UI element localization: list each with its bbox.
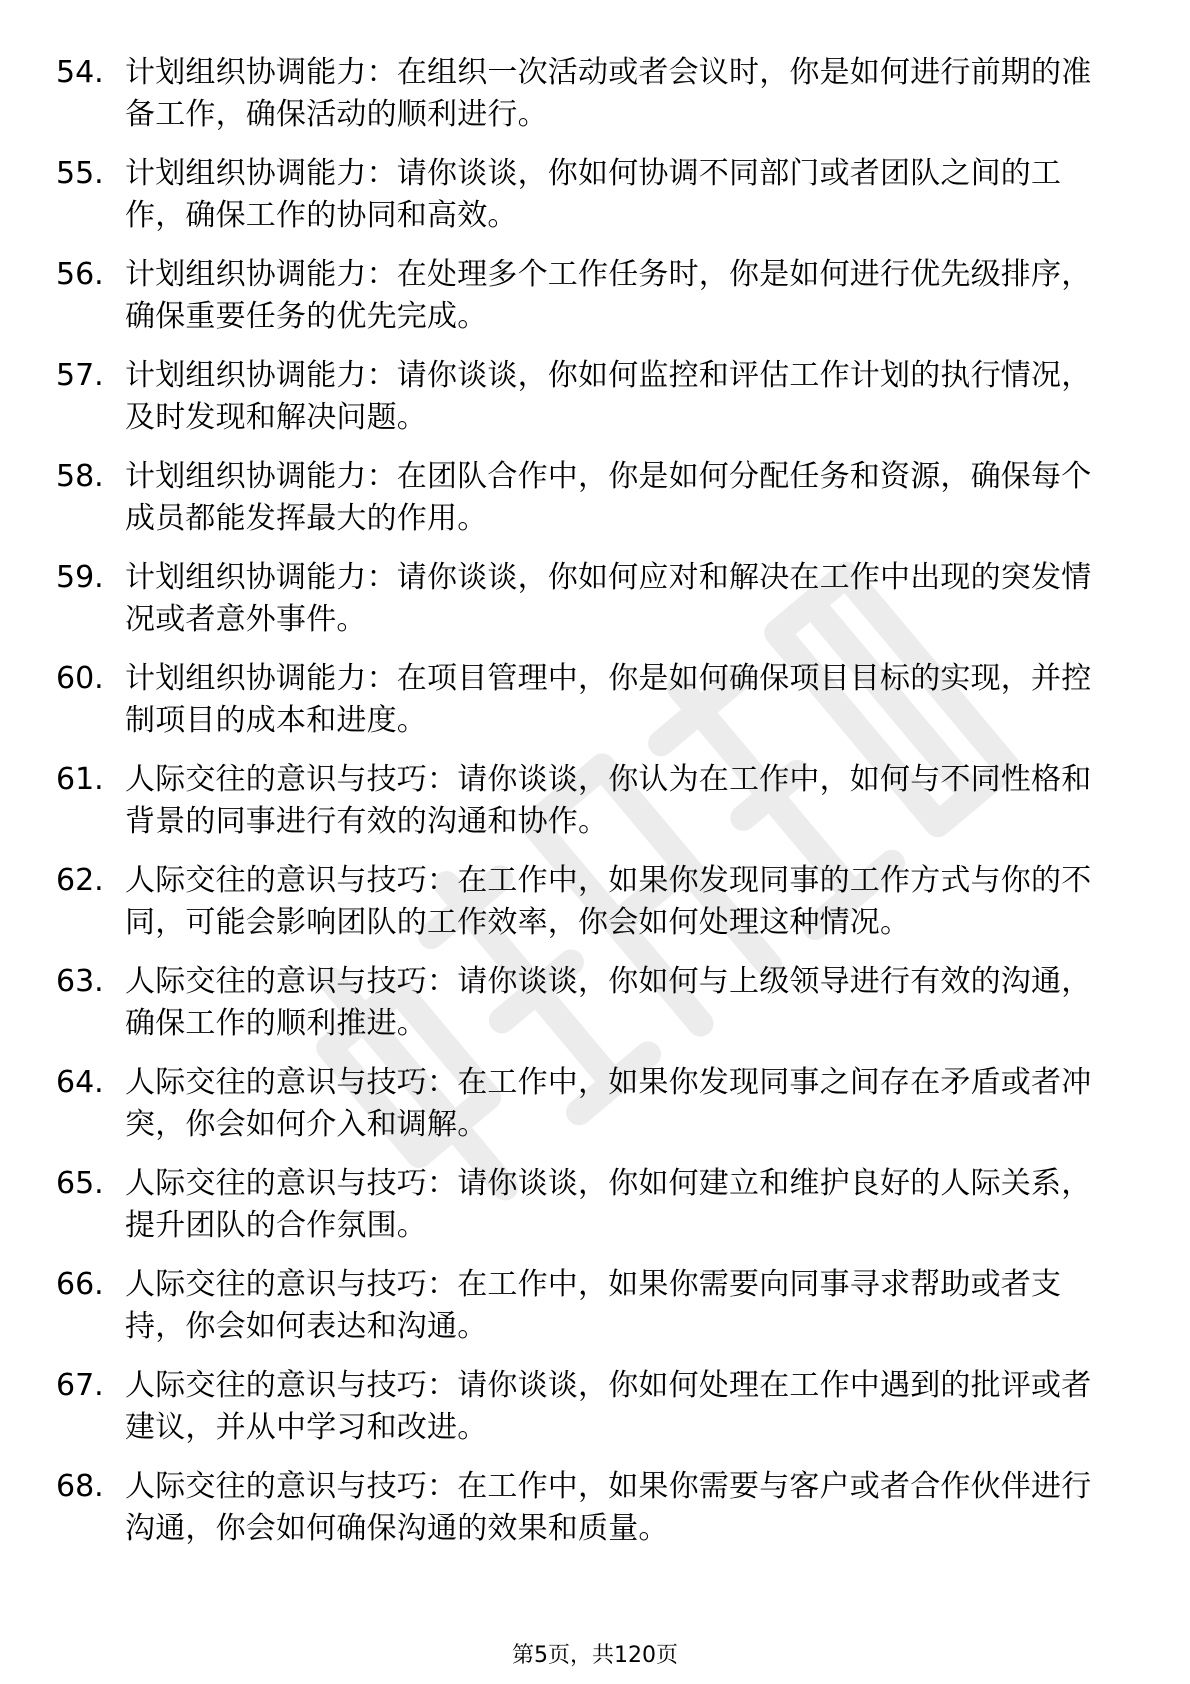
question-text: 人际交往的意识与技巧：在工作中，如果你发现同事之间存在矛盾或者冲突，你会如何介入和调解。 <box>125 1065 1092 1142</box>
question-number: 56. <box>56 257 104 292</box>
question-text: 人际交往的意识与技巧：请你谈谈，你如何建立和维护良好的人际关系，提升团队的合作氛围。 <box>125 1166 1092 1243</box>
list-item <box>56 1062 1116 1146</box>
question-number: 59. <box>56 560 104 595</box>
question-number: 66. <box>56 1267 104 1302</box>
question-text: 计划组织协调能力：在团队合作中，你是如何分配任务和资源，确保每个成员都能发挥最大的作用。 <box>125 459 1092 536</box>
question-number: 58. <box>56 459 104 494</box>
question-number: 68. <box>56 1469 104 1504</box>
question-list <box>56 52 1116 1567</box>
question-number: 62. <box>56 863 104 898</box>
question-text: 人际交往的意识与技巧：在工作中，如果你发现同事的工作方式与你的不同，可能会影响团队的工作效率，你会如何处理这种情况。 <box>125 863 1092 940</box>
list-item <box>56 1365 1116 1449</box>
list-item <box>56 52 1116 136</box>
list-item <box>56 658 1116 742</box>
question-number: 67. <box>56 1368 104 1403</box>
list-item <box>56 1466 1116 1550</box>
question-number: 63. <box>56 964 104 999</box>
question-number: 65. <box>56 1166 104 1201</box>
list-item <box>56 456 1116 540</box>
question-text: 人际交往的意识与技巧：请你谈谈，你如何处理在工作中遇到的批评或者建议，并从中学习和改进。 <box>125 1368 1092 1445</box>
list-item <box>56 254 1116 338</box>
list-item <box>56 860 1116 944</box>
question-text: 计划组织协调能力：请你谈谈，你如何监控和评估工作计划的执行情况，及时发现和解决问题。 <box>125 358 1092 435</box>
question-text: 计划组织协调能力：在处理多个工作任务时，你是如何进行优先级排序，确保重要任务的优先完成。 <box>125 257 1092 334</box>
question-number: 55. <box>56 156 104 191</box>
list-item <box>56 557 1116 641</box>
question-text: 人际交往的意识与技巧：在工作中，如果你需要与客户或者合作伙伴进行沟通，你会如何确保沟通的效果和质量。 <box>125 1469 1092 1546</box>
question-text: 计划组织协调能力：在组织一次活动或者会议时，你是如何进行前期的准备工作，确保活动的顺利进行。 <box>125 55 1092 132</box>
question-number: 64. <box>56 1065 104 1100</box>
question-text: 人际交往的意识与技巧：请你谈谈，你如何与上级领导进行有效的沟通，确保工作的顺利推进。 <box>125 964 1092 1041</box>
question-number: 60. <box>56 661 104 696</box>
page-footer <box>0 1641 1190 1671</box>
question-number: 61. <box>56 762 104 797</box>
list-item <box>56 961 1116 1045</box>
question-number: 54. <box>56 55 104 90</box>
list-item <box>56 1163 1116 1247</box>
question-text: 人际交往的意识与技巧：请你谈谈，你认为在工作中，如何与不同性格和背景的同事进行有效的沟通和协作。 <box>125 762 1092 839</box>
question-text: 计划组织协调能力：请你谈谈，你如何应对和解决在工作中出现的突发情况或者意外事件。 <box>125 560 1092 637</box>
list-item <box>56 759 1116 843</box>
list-item <box>56 355 1116 439</box>
page-number-label: 第5页，共120页 <box>512 1643 678 1668</box>
question-text: 计划组织协调能力：请你谈谈，你如何协调不同部门或者团队之间的工作，确保工作的协同和高效。 <box>125 156 1062 233</box>
question-text: 人际交往的意识与技巧：在工作中，如果你需要向同事寻求帮助或者支持，你会如何表达和沟通。 <box>125 1267 1062 1344</box>
question-text: 计划组织协调能力：在项目管理中，你是如何确保项目目标的实现，并控制项目的成本和进度。 <box>125 661 1092 738</box>
list-item <box>56 153 1116 237</box>
list-item <box>56 1264 1116 1348</box>
question-number: 57. <box>56 358 104 393</box>
